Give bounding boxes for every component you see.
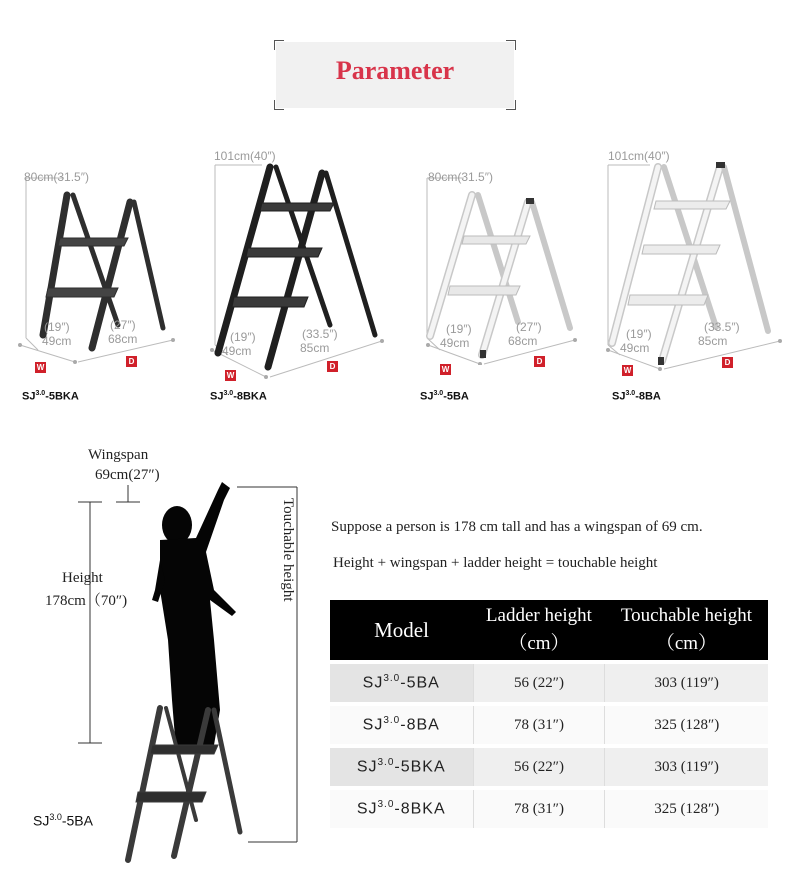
table-row bbox=[330, 788, 768, 828]
height-dimension: 101cm(40″) bbox=[608, 149, 670, 163]
corner-mark bbox=[506, 100, 516, 110]
cell-touchable-height: 325 (128″) bbox=[605, 704, 768, 746]
page-title: Parameter bbox=[335, 56, 455, 85]
cell-touchable-height: 303 (119″) bbox=[605, 746, 768, 788]
model-caption: $SJ^{3.0}-5BKA$ bbox=[22, 390, 79, 403]
width-cm: 49cm bbox=[620, 341, 650, 355]
cell-ladder-height: 56 (22″) bbox=[473, 662, 605, 704]
person-on-ladder-illustration bbox=[0, 440, 320, 879]
depth-tag: D bbox=[126, 356, 137, 367]
width-cm: 49cm bbox=[222, 344, 252, 358]
cell-ladder-height: 78 (31″) bbox=[473, 788, 605, 828]
cell-ladder-height: 56 (22″) bbox=[473, 746, 605, 788]
cell-touchable-height: 303 (119″) bbox=[605, 662, 768, 704]
header-ladder-height: Ladder height （cm） bbox=[473, 600, 605, 662]
product-card-2 bbox=[200, 145, 400, 410]
depth-cm: 68cm bbox=[108, 332, 138, 346]
cell-touchable-height: 325 (128″) bbox=[605, 788, 768, 828]
height-dimension: 101cm(40″) bbox=[214, 149, 276, 163]
width-tag: W bbox=[226, 371, 235, 380]
touchable-height-label: Touchable height bbox=[280, 498, 296, 602]
figure-model-caption: $SJ^{3.0}-5BA$ bbox=[33, 812, 93, 829]
depth-inches: (33.5″) bbox=[302, 327, 338, 341]
model-caption: $SJ^{3.0}-8BA$ bbox=[612, 390, 661, 403]
width-cm: 49cm bbox=[42, 334, 72, 348]
wingspan-value: 69cm(27″) bbox=[95, 467, 160, 483]
product-card-4 bbox=[600, 145, 790, 410]
cell-model: $SJ^{3.0}-8BKA$ bbox=[330, 788, 473, 828]
depth-tag: D bbox=[722, 357, 733, 368]
cell-model: $SJ^{3.0}-5BKA$ bbox=[330, 746, 473, 788]
table-row bbox=[330, 704, 768, 746]
spec-table bbox=[330, 600, 768, 828]
height-value: 178cm（70″) bbox=[45, 593, 128, 609]
reach-figure bbox=[0, 440, 320, 879]
depth-inches: (27″) bbox=[110, 318, 136, 332]
width-cm: 49cm bbox=[440, 336, 470, 350]
width-inches: (19″) bbox=[626, 327, 652, 341]
header-touchable-height: Touchable height （cm） bbox=[605, 600, 768, 662]
depth-tag: D bbox=[327, 361, 338, 372]
table-header-row bbox=[330, 600, 768, 662]
width-tag: W bbox=[623, 366, 632, 375]
product-card-1 bbox=[0, 150, 200, 410]
cell-model: $SJ^{3.0}-5BA$ bbox=[330, 662, 473, 704]
note-line-1: Suppose a person is 178 cm tall and has a wingspan of 69 cm. bbox=[331, 519, 703, 535]
width-inches: (19″) bbox=[44, 320, 70, 334]
parameter-header bbox=[276, 42, 514, 108]
cell-model: $SJ^{3.0}-8BA$ bbox=[330, 704, 473, 746]
table-row bbox=[330, 746, 768, 788]
depth-cm: 68cm bbox=[508, 334, 538, 348]
model-caption: $SJ^{3.0}-5BA$ bbox=[420, 390, 469, 403]
header-model: Model bbox=[330, 600, 473, 662]
height-dimension: 80cm(31.5″) bbox=[428, 170, 493, 184]
depth-cm: 85cm bbox=[300, 341, 330, 355]
depth-inches: (27″) bbox=[516, 320, 542, 334]
height-label: Height bbox=[62, 570, 103, 586]
height-dimension: 80cm(31.5″) bbox=[24, 170, 89, 184]
corner-mark bbox=[506, 40, 516, 50]
wingspan-label: Wingspan bbox=[88, 447, 149, 463]
depth-tag: D bbox=[534, 356, 545, 367]
corner-mark bbox=[274, 100, 284, 110]
width-inches: (19″) bbox=[446, 322, 472, 336]
width-inches: (19″) bbox=[230, 330, 256, 344]
depth-inches: (33.5″) bbox=[704, 320, 740, 334]
corner-mark bbox=[274, 40, 284, 50]
model-caption: $SJ^{3.0}-8BKA$ bbox=[210, 390, 267, 403]
depth-cm: 85cm bbox=[698, 334, 728, 348]
table-row bbox=[330, 662, 768, 704]
note-line-2: Height + wingspan + ladder height = touchable height bbox=[333, 555, 658, 571]
width-tag: W bbox=[36, 363, 45, 372]
width-tag: W bbox=[441, 365, 450, 374]
product-card-3 bbox=[400, 150, 600, 410]
cell-ladder-height: 78 (31″) bbox=[473, 704, 605, 746]
